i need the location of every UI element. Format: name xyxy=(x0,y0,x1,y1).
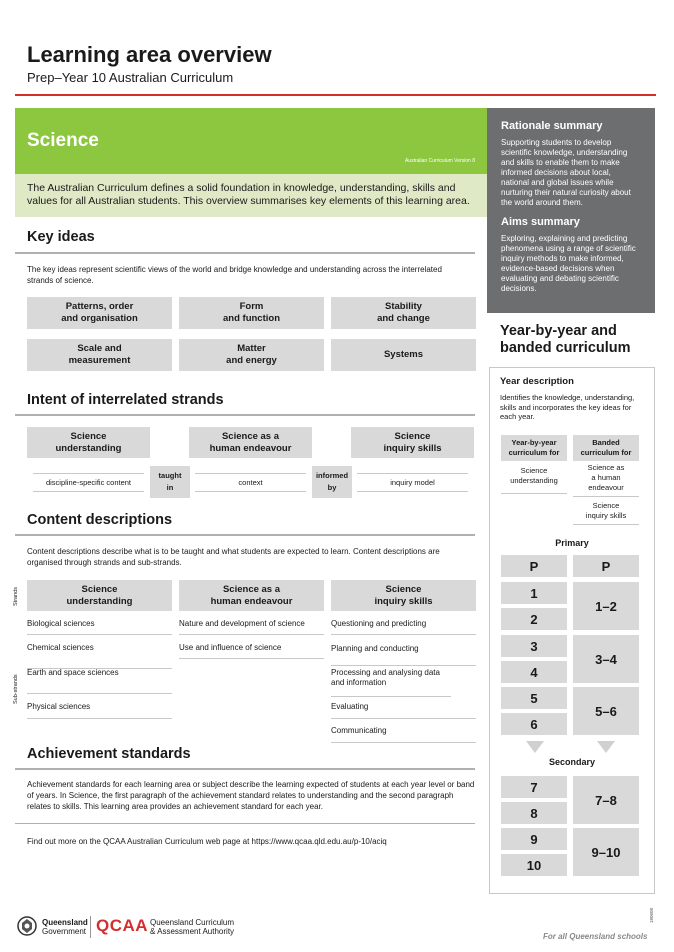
page-title: Learning area overview xyxy=(27,42,272,67)
band-cell-5-6: 5–6 xyxy=(573,687,639,735)
connector-line: taught xyxy=(158,471,182,480)
connector-line: informed xyxy=(315,471,349,480)
connector-line: in xyxy=(166,483,174,492)
banded-value-endeavour xyxy=(573,463,639,497)
strands-side-label: Strands xyxy=(13,587,19,606)
key-ideas-heading: Key ideas xyxy=(27,229,95,245)
section-divider xyxy=(15,768,475,770)
year-cell-p: P xyxy=(501,555,567,577)
content-col-understanding xyxy=(27,580,172,611)
subject-title: Science xyxy=(27,130,99,151)
intent-strand-endeavour xyxy=(189,427,312,458)
tagline: For all Queensland schools xyxy=(543,932,648,941)
band-cell-p: P xyxy=(573,555,639,577)
column-title-line: human endeavour xyxy=(210,595,293,607)
band-cell-1-2: 1–2 xyxy=(573,582,639,630)
rationale-heading: Rationale summary xyxy=(501,120,603,132)
primary-label: Primary xyxy=(555,538,589,548)
strand-line: Science xyxy=(394,430,431,442)
column-title-line: understanding xyxy=(66,595,133,607)
key-idea-line: and change xyxy=(377,313,430,324)
value-line: Science xyxy=(520,466,548,475)
curriculum-version: Australian Curriculum Version 8 xyxy=(404,158,475,164)
strand-line: understanding xyxy=(55,442,122,454)
col-head-line: Banded xyxy=(592,438,620,447)
column-title-line: Science as a xyxy=(222,583,281,595)
year-cell-5: 5 xyxy=(501,687,567,709)
yby-value-understanding xyxy=(501,466,567,494)
yby-title xyxy=(500,323,631,357)
key-idea-line: Stability xyxy=(385,301,422,312)
intro-text: The Australian Curriculum defines a solid foundation in knowledge, understanding, skills and values for all Australian students. This overview summarises key elements of this learning area. xyxy=(15,174,487,217)
qld-gov-logo xyxy=(42,918,88,936)
value-line: Science xyxy=(592,501,620,510)
substrand-item: Communicating xyxy=(331,726,476,743)
value-line: a human xyxy=(591,473,621,482)
key-idea-stability xyxy=(331,297,476,329)
secondary-label: Secondary xyxy=(548,757,596,767)
rationale-text: Supporting students to develop scientific knowledge, understanding and skills to enable them to make informed decisions about local, national and global issues while nurturing their natural curiosity about the world around them. xyxy=(501,138,631,207)
key-idea-line: and function xyxy=(223,313,280,324)
intent-heading: Intent of interrelated strands xyxy=(27,392,224,408)
intent-value-content: discipline-specific content xyxy=(33,473,144,492)
content-col-endeavour xyxy=(179,580,324,611)
section-divider xyxy=(15,252,475,254)
qld-line: Queensland xyxy=(42,918,88,927)
value-line: Science as xyxy=(587,463,625,472)
substrand-item: Planning and conducting xyxy=(331,644,476,666)
column-title-line: Science xyxy=(81,583,118,595)
key-idea-scale xyxy=(27,339,172,371)
intent-value-inquiry: inquiry model xyxy=(357,473,468,492)
strand-line: Science as a xyxy=(221,430,280,442)
key-idea-line: and energy xyxy=(226,355,277,366)
value-line: inquiry skills xyxy=(585,511,627,520)
year-cell-4: 4 xyxy=(501,661,567,683)
year-cell-3: 3 xyxy=(501,635,567,657)
key-idea-line: Matter xyxy=(237,343,266,354)
year-cell-8: 8 xyxy=(501,802,567,824)
column-title-line: Science xyxy=(385,583,422,595)
banded-value-inquiry xyxy=(573,501,639,525)
substrand-item: Physical sciences xyxy=(27,702,172,719)
year-cell-1: 1 xyxy=(501,582,567,604)
page-subtitle: Prep–Year 10 Australian Curriculum xyxy=(27,70,234,85)
arrow-down-icon xyxy=(597,741,615,753)
queensland-crest-icon xyxy=(15,914,39,938)
key-ideas-description: The key ideas represent scientific views of the world and bridge knowledge and understanding across the interrelated strands of science. xyxy=(27,265,442,285)
qcaa-name xyxy=(150,918,234,936)
subject-banner xyxy=(15,108,487,174)
substrand-item: Nature and development of science xyxy=(179,619,324,635)
col-head-banded xyxy=(573,435,639,461)
year-cell-6: 6 xyxy=(501,713,567,735)
more-info-link[interactable]: Find out more on the QCAA Australian Curriculum web page at https://www.qcaa.qld.edu.au/p-10/aciq xyxy=(27,837,387,846)
aims-text: Exploring, explaining and predicting phenomena using a range of scientific inquiry methods to make informed, evidence-based decisions when evaluating and debating scientific decisions. xyxy=(501,234,636,293)
key-idea-patterns xyxy=(27,297,172,329)
content-heading: Content descriptions xyxy=(27,512,173,528)
substrands-side-label: Sub-strands xyxy=(13,674,19,704)
key-idea-line: measurement xyxy=(68,355,131,366)
col-head-line: curriculum for xyxy=(580,448,632,457)
band-cell-9-10: 9–10 xyxy=(573,828,639,876)
substrand-item: Earth and space sciences xyxy=(27,668,172,694)
band-cell-7-8: 7–8 xyxy=(573,776,639,824)
connector-taught-in xyxy=(150,466,190,498)
section-divider xyxy=(15,534,475,536)
substrand-item: Biological sciences xyxy=(27,619,172,635)
strand-line: human endeavour xyxy=(209,442,292,454)
value-line: understanding xyxy=(510,476,558,485)
year-cell-9: 9 xyxy=(501,828,567,850)
footer-divider xyxy=(15,823,475,824)
intent-strand-inquiry xyxy=(351,427,474,458)
arrow-down-icon xyxy=(526,741,544,753)
header-divider xyxy=(15,94,656,96)
key-idea-line: Scale and xyxy=(77,343,122,354)
key-idea-systems xyxy=(331,339,476,371)
col-head-line: Year-by-year xyxy=(511,438,557,447)
year-cell-10: 10 xyxy=(501,854,567,876)
year-description-heading: Year description xyxy=(500,376,574,387)
logo-divider xyxy=(90,916,91,938)
aims-heading: Aims summary xyxy=(501,216,580,228)
yby-title-line: Year-by-year and xyxy=(500,323,617,339)
intent-strand-understanding xyxy=(27,427,150,458)
year-cell-2: 2 xyxy=(501,608,567,630)
substrand-item: Chemical sciences xyxy=(27,643,172,669)
year-cell-7: 7 xyxy=(501,776,567,798)
summary-panel xyxy=(487,108,655,313)
substrand-item: Questioning and predicting xyxy=(331,619,476,635)
connector-line: by xyxy=(327,483,337,492)
substrand-item: Processing and analysing data and information xyxy=(331,668,451,697)
content-col-inquiry xyxy=(331,580,476,611)
key-idea-line: Form xyxy=(239,301,264,312)
qcaa-line: Queensland Curriculum xyxy=(150,918,235,927)
substrand-item: Use and influence of science xyxy=(179,643,324,659)
substrand-item: Evaluating xyxy=(331,702,476,719)
value-line: endeavour xyxy=(588,483,624,492)
col-head-line: curriculum for xyxy=(508,448,560,457)
intent-value-context: context xyxy=(195,473,306,492)
year-description-text: Identifies the knowledge, understanding, skills and incorporates the key ideas for each year. xyxy=(500,393,635,421)
column-title-line: inquiry skills xyxy=(374,595,433,607)
key-idea-line: Systems xyxy=(383,349,424,360)
qld-line: Government xyxy=(42,927,87,936)
band-cell-3-4: 3–4 xyxy=(573,635,639,683)
key-idea-form xyxy=(179,297,324,329)
document-code: 180608 xyxy=(649,908,654,924)
yby-title-line: banded curriculum xyxy=(500,340,631,356)
key-idea-line: and organisation xyxy=(61,313,138,324)
col-head-yby xyxy=(501,435,567,461)
section-divider xyxy=(15,414,475,416)
strand-line: Science xyxy=(70,430,107,442)
key-idea-matter xyxy=(179,339,324,371)
achievement-description: Achievement standards for each learning area or subject describe the learning expected of students at each year level or band of years. In Science, the first paragraph of the achievement standard relates to understanding and the second paragraph relates to skills. This learning area provides an achievement standard for each year. xyxy=(27,780,475,811)
qcaa-line: & Assessment Authority xyxy=(150,927,235,936)
connector-informed-by xyxy=(312,466,352,498)
key-idea-line: Patterns, order xyxy=(65,301,134,312)
qcaa-logo: QCAA xyxy=(96,916,149,935)
content-description: Content descriptions describe what is to be taught and what students are expected to learn. Content descriptions are organised through strands and sub-strands. xyxy=(27,547,440,567)
achievement-heading: Achievement standards xyxy=(27,746,191,762)
strand-line: inquiry skills xyxy=(383,442,442,454)
